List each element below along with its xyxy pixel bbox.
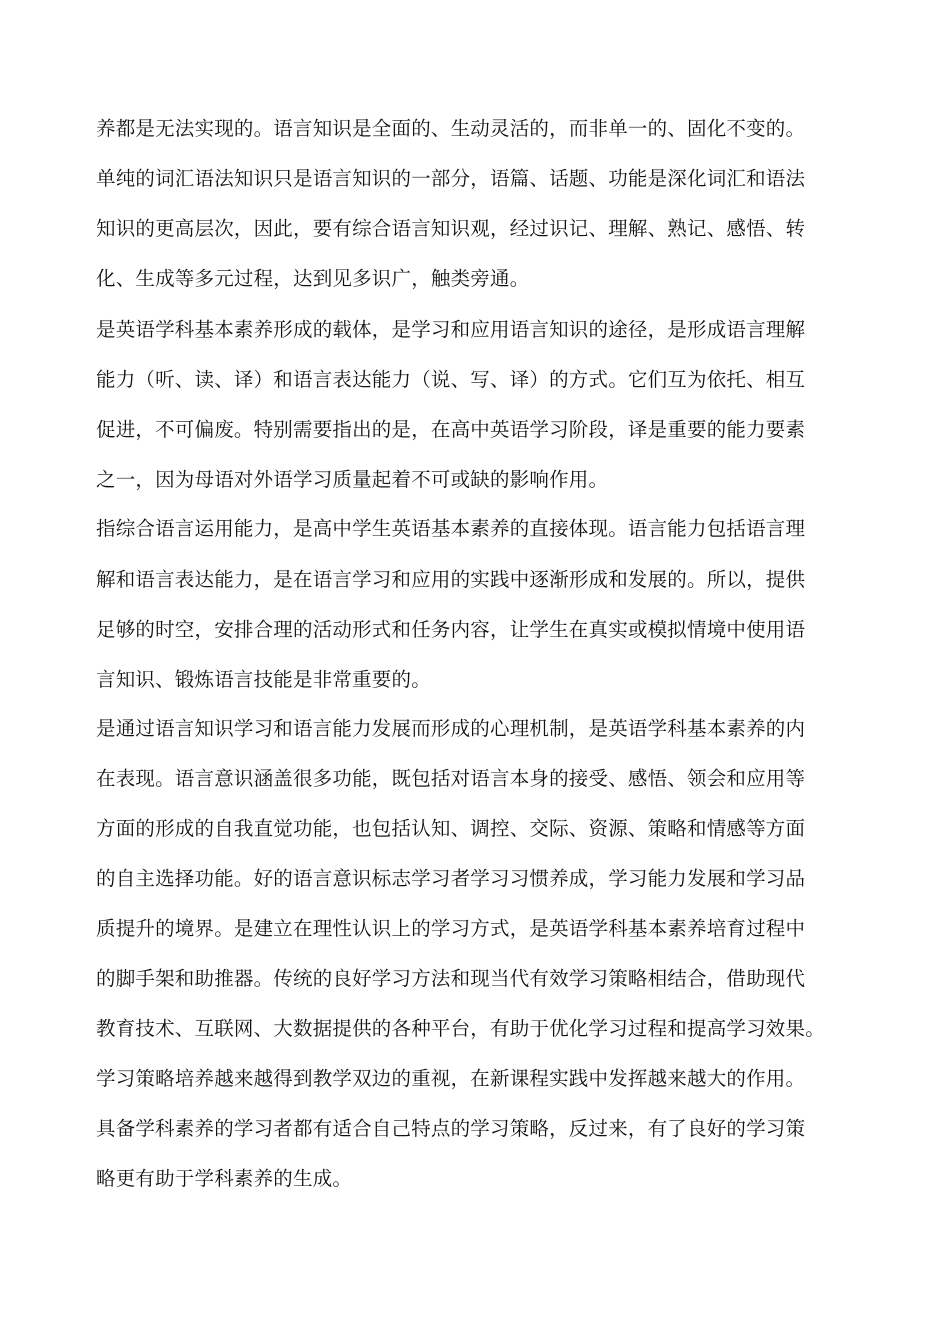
text-line: 足够的时空，安排合理的活动形式和任务内容，让学生在真实或模拟情境中使用语 [96,618,806,641]
text-line: 养都是无法实现的。语言知识是全面的、生动灵活的，而非单一的、固化不变的。 [96,117,806,140]
text-line: 化、生成等多元过程，达到见多识广，触类旁通。 [96,267,530,290]
text-line: 学习策略培养越来越得到教学双边的重视，在新课程实践中发挥越来越大的作用。 [96,1067,806,1090]
text-line: 单纯的词汇语法知识只是语言知识的一部分，语篇、话题、功能是深化词汇和语法 [96,167,806,190]
text-line: 略更有助于学科素养的生成。 [96,1167,353,1190]
text-line: 解和语言表达能力，是在语言学习和应用的实践中逐渐形成和发展的。所以，提供 [96,568,806,591]
text-line: 能力（听、读、译）和语言表达能力（说、写、译）的方式。它们互为依托、相互 [96,368,806,391]
text-line: 质提升的境界。是建立在理性认识上的学习方式，是英语学科基本素养培育过程中 [96,917,806,940]
text-line: 知识的更高层次，因此，要有综合语言知识观，经过识记、理解、熟记、感悟、转 [96,217,806,240]
text-line: 在表现。语言意识涵盖很多功能，既包括对语言本身的接受、感悟、领会和应用等 [96,767,806,790]
text-line: 的自主选择功能。好的语言意识标志学习者学习习惯养成，学习能力发展和学习品 [96,867,806,890]
text-line: 的脚手架和助推器。传统的良好学习方法和现当代有效学习策略相结合，借助现代 [96,967,806,990]
text-line: 之一，因为母语对外语学习质量起着不可或缺的影响作用。 [96,468,609,491]
text-line: 促进，不可偏废。特别需要指出的是，在高中英语学习阶段，译是重要的能力要素 [96,418,806,441]
text-line: 具备学科素养的学习者都有适合自己特点的学习策略，反过来，有了良好的学习策 [96,1117,806,1140]
text-line: 是英语学科基本素养形成的载体，是学习和应用语言知识的途径，是形成语言理解 [96,318,806,341]
text-line: 是通过语言知识学习和语言能力发展而形成的心理机制，是英语学科基本素养的内 [96,717,806,740]
text-line: 言知识、锻炼语言技能是非常重要的。 [96,668,431,691]
text-line: 教育技术、互联网、大数据提供的各种平台，有助于优化学习过程和提高学习效果。 [96,1017,825,1040]
text-line: 方面的形成的自我直觉功能，也包括认知、调控、交际、资源、策略和情感等方面 [96,817,806,840]
text-line: 指综合语言运用能力，是高中学生英语基本素养的直接体现。语言能力包括语言理 [96,517,806,540]
